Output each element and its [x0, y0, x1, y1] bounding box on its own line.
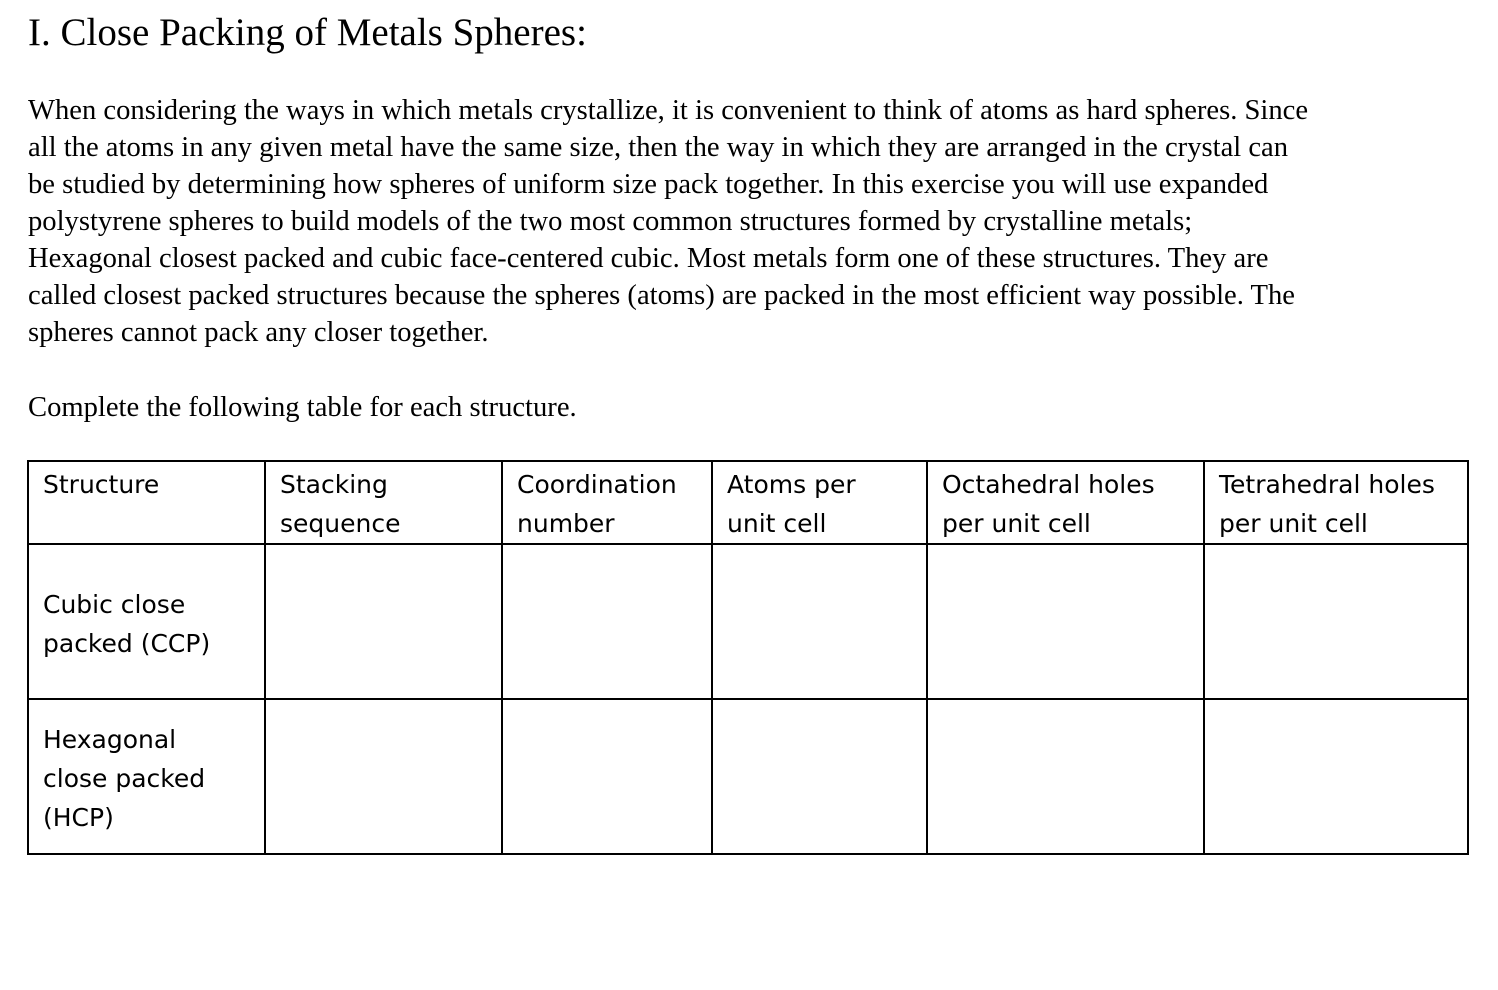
- cell-octahedral-holes-hcp[interactable]: [927, 699, 1204, 854]
- intro-line: all the atoms in any given metal have the same size, then the way in which they are arranged in the crystal can: [28, 132, 1289, 163]
- header-text: Coordination: [517, 470, 677, 499]
- header-text: Stacking: [280, 470, 388, 499]
- structure-label: close packed: [43, 764, 206, 793]
- header-text: sequence: [280, 509, 401, 538]
- header-coordination-number: [502, 461, 712, 544]
- table-row-ccp: [28, 544, 1468, 699]
- structure-label: Hexagonal: [43, 725, 177, 754]
- header-text: unit cell: [727, 509, 827, 538]
- cell-tetrahedral-holes-ccp[interactable]: [1204, 544, 1468, 699]
- header-text: Structure: [43, 470, 160, 499]
- header-stacking-sequence: [265, 461, 502, 544]
- header-text: Octahedral holes: [942, 470, 1155, 499]
- cell-stacking-sequence-ccp[interactable]: [265, 544, 502, 699]
- cell-coordination-number-hcp[interactable]: [502, 699, 712, 854]
- header-structure: [28, 461, 265, 544]
- header-text: per unit cell: [942, 509, 1091, 538]
- intro-line: polystyrene spheres to build models of the two most common structures formed by crystalline metals;: [28, 206, 1193, 237]
- structure-label: (HCP): [43, 803, 114, 832]
- intro-line: be studied by determining how spheres of uniform size pack together. In this exercise you will use expanded: [28, 169, 1269, 200]
- header-octahedral-holes: [927, 461, 1204, 544]
- header-atoms-per-unit-cell: [712, 461, 927, 544]
- structure-label: Cubic close: [43, 590, 186, 619]
- cell-structure-ccp: [28, 544, 265, 699]
- header-text: Tetrahedral holes: [1219, 470, 1435, 499]
- structure-table: [27, 460, 1469, 855]
- cell-atoms-per-unit-cell-hcp[interactable]: [712, 699, 927, 854]
- section-title: I. Close Packing of Metals Spheres:: [28, 11, 587, 54]
- intro-line: called closest packed structures because the spheres (atoms) are packed in the most efficient way possible. The: [28, 280, 1295, 311]
- cell-coordination-number-ccp[interactable]: [502, 544, 712, 699]
- cell-structure-hcp: [28, 699, 265, 854]
- intro-line: When considering the ways in which metals crystallize, it is convenient to think of atoms as hard spheres. Since: [28, 95, 1309, 126]
- intro-line: spheres cannot pack any closer together.: [28, 317, 489, 348]
- header-tetrahedral-holes: [1204, 461, 1468, 544]
- cell-octahedral-holes-ccp[interactable]: [927, 544, 1204, 699]
- intro-paragraph: [28, 92, 1468, 351]
- structure-label: packed (CCP): [43, 629, 211, 658]
- header-text: Atoms per: [727, 470, 856, 499]
- intro-line: Hexagonal closest packed and cubic face-centered cubic. Most metals form one of these structures. They are: [28, 243, 1269, 274]
- header-text: number: [517, 509, 615, 538]
- cell-atoms-per-unit-cell-ccp[interactable]: [712, 544, 927, 699]
- instruction-text: Complete the following table for each structure.: [28, 392, 577, 423]
- table-header-row: [28, 461, 1468, 544]
- cell-tetrahedral-holes-hcp[interactable]: [1204, 699, 1468, 854]
- cell-stacking-sequence-hcp[interactable]: [265, 699, 502, 854]
- header-text: per unit cell: [1219, 509, 1368, 538]
- table-row-hcp: [28, 699, 1468, 854]
